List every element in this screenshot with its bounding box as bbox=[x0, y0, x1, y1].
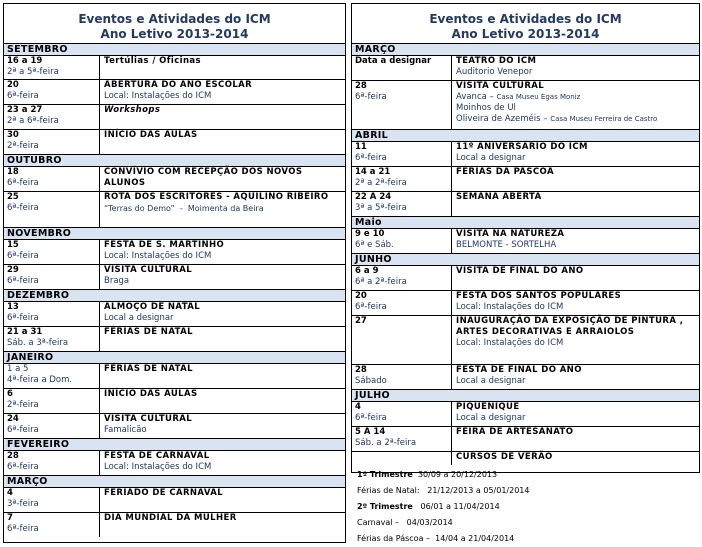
route-place: Moimenta da Beira bbox=[187, 204, 264, 213]
event-date: 25 bbox=[7, 192, 19, 202]
event-location: Famalicão bbox=[104, 425, 147, 435]
month-marco: MARÇO bbox=[352, 44, 699, 56]
month-novembro: NOVEMBRO bbox=[4, 228, 345, 240]
right-header bbox=[352, 4, 699, 44]
event-day: 6ª-feira bbox=[7, 462, 39, 472]
event-date: 28 bbox=[7, 451, 19, 461]
event-title: VISITA CULTURAL bbox=[104, 265, 193, 275]
note-second-term bbox=[357, 499, 697, 515]
event-location: Moinhos de Ul bbox=[456, 103, 516, 113]
left-header bbox=[4, 4, 345, 44]
event-day: 3ª a 5ª-feira bbox=[355, 203, 407, 213]
note-label: Férias da Páscoa – bbox=[357, 534, 431, 543]
event-date: 4 bbox=[7, 488, 13, 498]
table-row bbox=[4, 240, 345, 265]
note-easter bbox=[357, 531, 697, 547]
table-row bbox=[352, 167, 699, 192]
event-day: 6ª-feira bbox=[355, 92, 387, 102]
table-row bbox=[352, 266, 699, 291]
table-row bbox=[4, 513, 345, 537]
place: Avanca – bbox=[456, 92, 494, 102]
note-first-term bbox=[357, 467, 697, 483]
event-date: 27 bbox=[355, 316, 367, 326]
event-date: 21 a 31 bbox=[7, 327, 43, 337]
event-day: 3ª-feira bbox=[7, 499, 39, 509]
month-setembro: SETEMBRO bbox=[4, 44, 345, 56]
table-row bbox=[4, 327, 345, 352]
event-day: Sáb. a 2ª-feira bbox=[355, 438, 417, 448]
event-date: 5 A 14 bbox=[355, 427, 386, 437]
event-location bbox=[456, 92, 699, 103]
note-christmas bbox=[357, 483, 697, 499]
event-title: CURSOS DE VERÃO bbox=[456, 452, 553, 462]
event-date: 28 bbox=[355, 81, 367, 91]
right-calendar-panel bbox=[351, 3, 700, 473]
table-row bbox=[352, 192, 699, 217]
event-title: FESTA DE CARNAVAL bbox=[104, 451, 210, 461]
route-name: “Terras do Demo” bbox=[104, 204, 175, 213]
table-row bbox=[4, 414, 345, 439]
event-title: VISITA NA NATUREZA bbox=[456, 229, 565, 239]
event-day: 2ª a 6ª-feira bbox=[7, 116, 59, 126]
table-row bbox=[352, 142, 699, 167]
event-date: 24 bbox=[7, 414, 19, 424]
event-location bbox=[104, 203, 345, 214]
event-location: BELMONTE - SORTELHA bbox=[456, 240, 557, 250]
note-label: 2º Trimestre bbox=[357, 502, 413, 511]
month-abril: ABRIL bbox=[352, 130, 699, 142]
month-janeiro: JANEIRO bbox=[4, 352, 345, 364]
month-junho: JUNHO bbox=[352, 254, 699, 266]
event-day: Sáb. a 3ª-feira bbox=[7, 338, 69, 348]
table-row bbox=[4, 364, 345, 389]
table-row bbox=[4, 192, 345, 228]
event-title: FÉRIAS DE NATAL bbox=[104, 327, 193, 337]
event-title: TEATRO DO ICM bbox=[456, 56, 537, 66]
event-location: Local: Instalações do ICM bbox=[456, 302, 564, 312]
event-day: 6ª-feira bbox=[7, 276, 39, 286]
event-day: 6ª a 2ª-feira bbox=[355, 277, 407, 287]
event-title: SEMANA ABERTA bbox=[456, 192, 542, 202]
calendar-notes bbox=[357, 467, 697, 547]
note-value: 04/03/2014 bbox=[406, 518, 453, 527]
event-title: ALMOÇO DE NATAL bbox=[104, 302, 201, 312]
event-title: INAUGURAÇÃO DA EXPOSIÇÃO DE PINTURA , ARTES DECORATIVAS E ARRAIOLOS bbox=[456, 316, 684, 337]
event-day: 6ª-feira bbox=[7, 203, 39, 213]
left-title: Eventos e Atividades do ICM bbox=[78, 12, 271, 26]
event-title: CONVÍVIO COM RECEPÇÃO DOS NOVOS ALUNOS bbox=[104, 167, 303, 188]
table-row bbox=[352, 291, 699, 316]
event-date: 18 bbox=[7, 167, 19, 177]
note-value: 06/01 a 11/04/2014 bbox=[420, 502, 500, 511]
event-date: 30 bbox=[7, 130, 19, 140]
event-title: FEIRA DE ARTESANATO bbox=[456, 427, 574, 437]
event-day: Sábado bbox=[355, 376, 387, 386]
event-date: 20 bbox=[7, 80, 19, 90]
table-row bbox=[4, 105, 345, 130]
event-title: ABERTURA DO ANO ESCOLAR bbox=[104, 80, 253, 90]
event-location bbox=[456, 114, 699, 125]
month-julho: JULHO bbox=[352, 390, 699, 402]
right-title: Eventos e Atividades do ICM bbox=[429, 12, 622, 26]
event-date: 6 a 9 bbox=[355, 266, 379, 276]
note-label: Férias de Natal: bbox=[357, 486, 420, 495]
event-day: 6ª-feira bbox=[7, 313, 39, 323]
event-date: 6 bbox=[7, 389, 13, 399]
table-row bbox=[352, 452, 699, 465]
note-value: 30/09 a 20/12/2013 bbox=[417, 470, 498, 479]
event-day: 2ª-feira bbox=[7, 141, 39, 151]
museum: Casa Museu Egas Moniz bbox=[496, 93, 581, 101]
event-title: VISITA DE FINAL DO ANO bbox=[456, 266, 584, 276]
event-location: Local a designar bbox=[456, 413, 526, 423]
table-row bbox=[352, 365, 699, 390]
note-label: Carnaval – bbox=[357, 518, 400, 527]
event-location: Local a designar bbox=[456, 376, 526, 386]
table-row bbox=[4, 56, 345, 80]
event-day: 6ª-feira bbox=[7, 91, 39, 101]
event-day: 6ª-feira bbox=[7, 425, 39, 435]
event-date: 14 a 21 bbox=[355, 167, 391, 177]
event-location: Local a designar bbox=[104, 313, 174, 323]
table-row bbox=[4, 265, 345, 290]
place: Oliveira de Azeméis bbox=[456, 114, 541, 124]
event-day: 6ª-feira bbox=[7, 524, 39, 534]
month-fevereiro: FEVEREIRO bbox=[4, 439, 345, 451]
month-maio: Maio bbox=[352, 217, 699, 229]
event-title: PIQUENIQUE bbox=[456, 402, 520, 412]
event-location: Local: Instalações do ICM bbox=[456, 338, 564, 348]
event-title: INÍCIO DAS AULAS bbox=[104, 389, 198, 399]
event-day: 2ª-feira bbox=[7, 400, 39, 410]
table-row bbox=[352, 316, 699, 365]
event-title: ROTA DOS ESCRITORES - AQUILINO RIBEIRO bbox=[104, 192, 329, 202]
event-date: 20 bbox=[355, 291, 367, 301]
event-day: 4ª-feira a Dom. bbox=[7, 375, 73, 385]
event-date: 9 e 10 bbox=[355, 229, 385, 239]
event-title: FESTA DE FINAL DO ANO bbox=[456, 365, 582, 375]
table-row bbox=[4, 167, 345, 192]
event-title: Workshops bbox=[104, 105, 161, 115]
event-day: 6ª-feira bbox=[355, 302, 387, 312]
event-location: Braga bbox=[104, 276, 130, 286]
event-title: VISITA CULTURAL bbox=[456, 81, 545, 91]
event-title: VISITA CULTURAL bbox=[104, 414, 193, 424]
event-location: Local: Instalações do ICM bbox=[104, 91, 212, 101]
month-dezembro: DEZEMBRO bbox=[4, 290, 345, 302]
event-day: 6ª e Sáb. bbox=[355, 240, 394, 250]
note-value: 14/04 a 21/04/2014 bbox=[435, 534, 515, 543]
event-title: FESTA DE S. MARTINHO bbox=[104, 240, 225, 250]
event-title: INÍCIO DAS AULAS bbox=[104, 130, 198, 140]
event-day: 6ª-feira bbox=[355, 153, 387, 163]
note-label: 1º Trimestre bbox=[357, 470, 413, 479]
event-location: Local: Instalações do ICM bbox=[104, 251, 212, 261]
event-title: DIA MUNDIAL DA MULHER bbox=[104, 513, 237, 523]
event-title: FERIADO DE CARNAVAL bbox=[104, 488, 224, 498]
event-date: 16 a 19 bbox=[7, 56, 43, 66]
museum: Casa Museu Ferreira de Castro bbox=[550, 115, 658, 123]
left-calendar-panel bbox=[3, 3, 346, 543]
table-row bbox=[352, 56, 699, 81]
event-title: 11º ANIVERSÁRIO DO ICM bbox=[456, 142, 588, 152]
table-row bbox=[352, 81, 699, 130]
event-date: 22 A 24 bbox=[355, 192, 392, 202]
event-day: 6ª-feira bbox=[355, 413, 387, 423]
table-row bbox=[4, 389, 345, 414]
event-title: FESTA DOS SANTOS POPULARES bbox=[456, 291, 622, 301]
event-date: 29 bbox=[7, 265, 19, 275]
event-date: 1 a 5 bbox=[7, 364, 29, 374]
separator: – bbox=[543, 114, 548, 124]
table-row bbox=[4, 451, 345, 476]
table-row bbox=[352, 229, 699, 254]
table-row bbox=[4, 130, 345, 155]
left-subtitle: Ano Letivo 2013-2014 bbox=[100, 27, 249, 41]
event-date: 15 bbox=[7, 240, 19, 250]
note-carnival bbox=[357, 515, 697, 531]
table-row bbox=[4, 488, 345, 513]
event-title: FÉRIAS DA PÁSCOA bbox=[456, 167, 554, 177]
event-day: 2ª a 2ª-feira bbox=[355, 178, 407, 188]
table-row bbox=[352, 402, 699, 427]
event-date: 7 bbox=[7, 513, 13, 523]
event-location: Local: Instalações do ICM bbox=[104, 462, 212, 472]
event-date: 23 a 27 bbox=[7, 105, 43, 115]
month-outubro: OUTUBRO bbox=[4, 155, 345, 167]
event-location: Auditorio Venepor bbox=[456, 67, 533, 77]
month-marco: MARÇO bbox=[4, 476, 345, 488]
event-date: Data a designar bbox=[355, 56, 432, 66]
event-day: 2ª a 5ª-feira bbox=[7, 67, 59, 77]
event-day: 6ª-feira bbox=[7, 251, 39, 261]
event-title: FÉRIAS DE NATAL bbox=[104, 364, 193, 374]
event-location: Local a designar bbox=[456, 153, 526, 163]
table-row bbox=[4, 80, 345, 105]
note-value: 21/12/2013 a 05/01/2014 bbox=[427, 486, 530, 495]
event-date: 4 bbox=[355, 402, 361, 412]
event-date: 13 bbox=[7, 302, 19, 312]
table-row bbox=[4, 302, 345, 327]
event-title: Tertúlias / Oficinas bbox=[104, 56, 202, 66]
right-subtitle: Ano Letivo 2013-2014 bbox=[451, 27, 600, 41]
table-row bbox=[352, 427, 699, 452]
separator: - bbox=[179, 204, 183, 213]
event-date: 28 bbox=[355, 365, 367, 375]
event-date: 11 bbox=[355, 142, 367, 152]
event-day: 6ª-feira bbox=[7, 178, 39, 188]
